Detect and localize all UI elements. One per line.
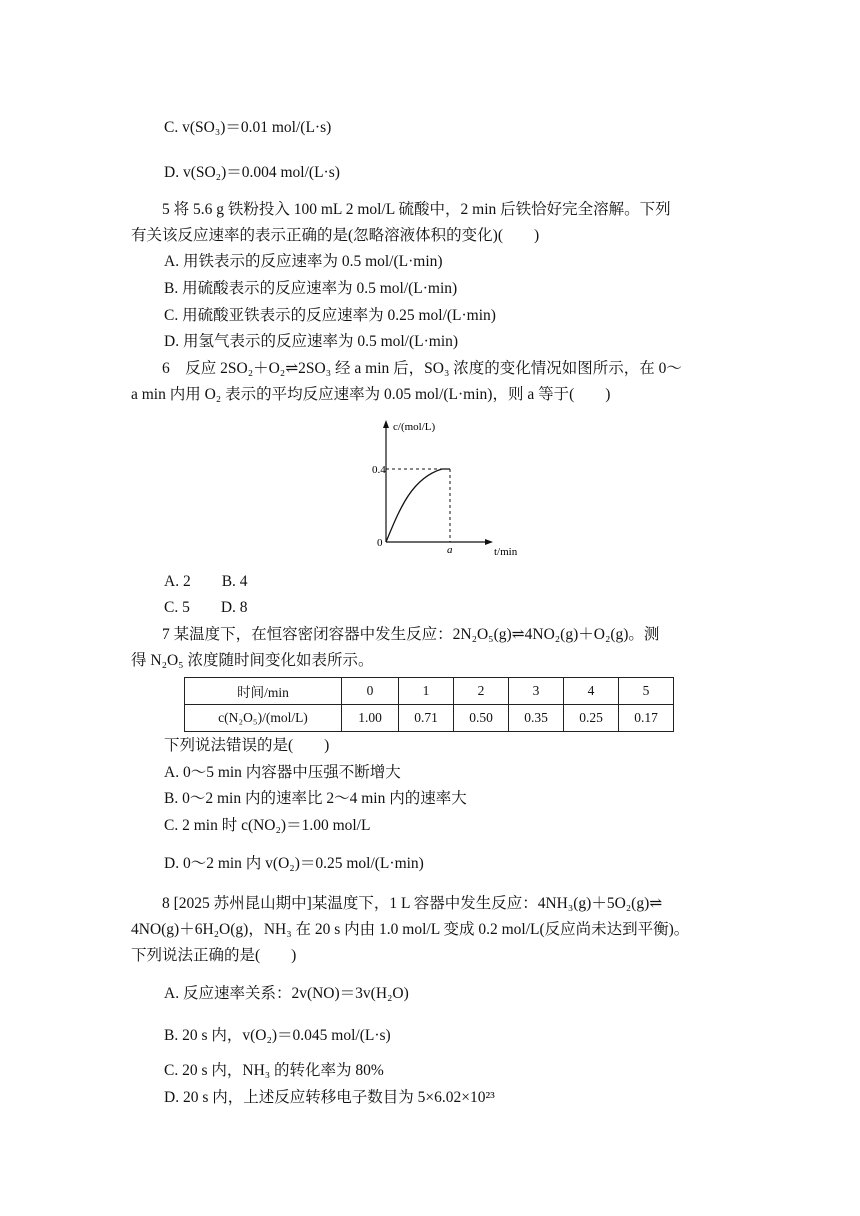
so3-curve	[386, 469, 450, 542]
q6-stem-line2: a min 内用 O₂ 表示的平均反应速率为 0.05 mol/(L·min)，则 a 等于( )	[131, 386, 611, 403]
q8-option-d: D. 20 s 内，上述反应转移电子数目为 5×6.02×10²³	[164, 1089, 495, 1106]
y-axis-label: c/(mol/L)	[393, 421, 436, 433]
q7-stem-line2: 得 N₂O₅ 浓度随时间变化如表所示。	[131, 652, 374, 669]
table-cell: 1	[399, 678, 454, 705]
n2o5-concentration-table	[184, 677, 674, 732]
so3-concentration-graph	[360, 418, 530, 563]
table-row	[185, 678, 674, 705]
q6-options-row2: C. 5 D. 8	[164, 599, 248, 616]
table-cell: 0	[342, 678, 399, 705]
table-cell: 0.35	[509, 705, 564, 732]
table-cell: 0.25	[564, 705, 619, 732]
table-cell: 1.00	[342, 705, 399, 732]
table-cell: 5	[619, 678, 674, 705]
q5-stem-line1: 5 将 5.6 g 铁粉投入 100 mL 2 mol/L 硫酸中，2 min 后铁恰好完全溶解。下列	[162, 201, 671, 218]
table-header-concentration: c(N₂O₅)/(mol/L)	[185, 705, 342, 732]
q7-option-a: A. 0～5 min 内容器中压强不断增大	[164, 764, 401, 781]
q5-option-d: D. 用氢气表示的反应速率为 0.5 mol/(L·min)	[164, 333, 459, 350]
q7-stem-line1: 7 某温度下，在恒容密闭容器中发生反应：2N₂O₅(g)⇌4NO₂(g)＋O₂(g)。测	[162, 626, 660, 643]
q5-option-c: C. 用硫酸亚铁表示的反应速率为 0.25 mol/(L·min)	[164, 307, 496, 324]
table-cell: 0.17	[619, 705, 674, 732]
x-axis-arrow-icon	[485, 539, 493, 545]
q8-option-c: C. 20 s 内，NH₃ 的转化率为 80%	[164, 1062, 384, 1079]
q5-stem-line2: 有关该反应速率的表示正确的是(忽略溶液体积的变化)( )	[131, 227, 540, 244]
table-row	[185, 705, 674, 732]
q4-option-d: D. v(SO₂)＝0.004 mol/(L·s)	[164, 164, 340, 181]
table-cell: 4	[564, 678, 619, 705]
table-header-time: 时间/min	[185, 678, 342, 705]
q7-option-b: B. 0～2 min 内的速率比 2～4 min 内的速率大	[164, 790, 467, 807]
table-cell: 2	[454, 678, 509, 705]
q6-options-row1: A. 2 B. 4	[164, 573, 248, 590]
q7-option-d: D. 0～2 min 内 v(O₂)＝0.25 mol/(L·min)	[164, 855, 424, 872]
q7-option-c: C. 2 min 时 c(NO₂)＝1.00 mol/L	[164, 817, 371, 834]
table-cell: 3	[509, 678, 564, 705]
q8-stem-line2: 4NO(g)＋6H₂O(g)，NH₃ 在 20 s 内由 1.0 mol/L 变成 0.2 mol/L(反应尚未达到平衡)。	[131, 921, 690, 938]
table-cell: 0.71	[399, 705, 454, 732]
x-axis-label: t/min	[494, 546, 518, 558]
q8-stem-line3: 下列说法正确的是( )	[131, 947, 297, 964]
y-tick-label: 0.4	[372, 464, 386, 476]
q5-option-a: A. 用铁表示的反应速率为 0.5 mol/(L·min)	[164, 253, 443, 270]
y-axis-arrow-icon	[383, 420, 389, 428]
q6-stem-line1: 6 反应 2SO₂＋O₂⇌2SO₃ 经 a min 后，SO₃ 浓度的变化情况如图所示，在 0～	[162, 360, 682, 377]
q5-option-b: B. 用硫酸表示的反应速率为 0.5 mol/(L·min)	[164, 280, 458, 297]
q8-option-a: A. 反应速率关系：2v(NO)＝3v(H₂O)	[164, 985, 409, 1002]
q4-option-c: C. v(SO₃)＝0.01 mol/(L·s)	[164, 119, 332, 136]
origin-label: 0	[377, 537, 383, 549]
x-tick-label: a	[447, 544, 453, 556]
table-cell: 0.50	[454, 705, 509, 732]
q7-question: 下列说法错误的是( )	[164, 737, 330, 754]
q8-option-b: B. 20 s 内，v(O₂)＝0.045 mol/(L·s)	[164, 1027, 391, 1044]
q8-stem-line1: 8 [2025 苏州昆山期中]某温度下，1 L 容器中发生反应：4NH₃(g)＋5O₂(g)⇌	[162, 895, 663, 912]
